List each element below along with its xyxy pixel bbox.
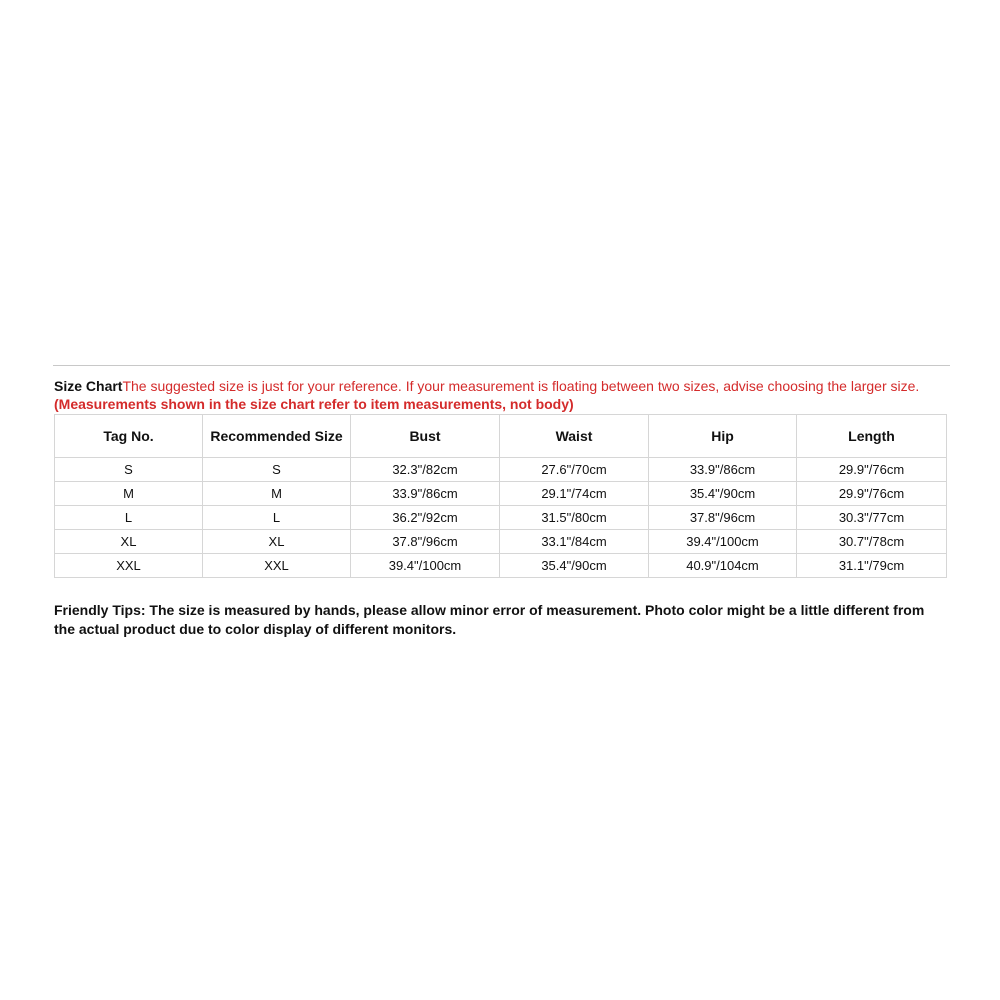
cell-length: 31.1"/79cm [797,554,947,578]
cell-length: 29.9"/76cm [797,458,947,482]
size-chart-title: Size Chart [54,378,123,394]
cell-hip: 40.9"/104cm [649,554,797,578]
size-chart-note: The suggested size is just for your reference. If your measurement is floating between two sizes, advise choosing the larger size. [122,378,920,394]
cell-waist: 27.6"/70cm [500,458,649,482]
cell-tag-no: XXL [55,554,203,578]
cell-hip: 33.9"/86cm [649,458,797,482]
header-tag-no: Tag No. [55,415,203,458]
cell-length: 30.7"/78cm [797,530,947,554]
cell-waist: 35.4"/90cm [500,554,649,578]
cell-recommended-size: XXL [203,554,351,578]
cell-hip: 37.8"/96cm [649,506,797,530]
header-hip: Hip [649,415,797,458]
header-waist: Waist [500,415,649,458]
table-header-row [55,415,947,458]
cell-length: 30.3"/77cm [797,506,947,530]
cell-bust: 39.4"/100cm [351,554,500,578]
top-divider [53,365,950,366]
cell-waist: 33.1"/84cm [500,530,649,554]
table-row [55,458,947,482]
header-length: Length [797,415,947,458]
cell-bust: 33.9"/86cm [351,482,500,506]
size-chart-table [54,414,947,578]
header-bust: Bust [351,415,500,458]
cell-recommended-size: XL [203,530,351,554]
friendly-tips: Friendly Tips: The size is measured by hands, please allow minor error of measurement. Photo color might be a little different from the actual product due to color display of different monitors. [54,602,925,637]
cell-length: 29.9"/76cm [797,482,947,506]
cell-waist: 29.1"/74cm [500,482,649,506]
table-row [55,506,947,530]
cell-recommended-size: L [203,506,351,530]
cell-hip: 39.4"/100cm [649,530,797,554]
header-recommended-size: Recommended Size [203,415,351,458]
cell-recommended-size: M [203,482,351,506]
cell-tag-no: S [55,458,203,482]
cell-bust: 37.8"/96cm [351,530,500,554]
cell-tag-no: M [55,482,203,506]
cell-bust: 36.2"/92cm [351,506,500,530]
cell-tag-no: XL [55,530,203,554]
cell-tag-no: L [55,506,203,530]
size-chart-note-bold: (Measurements shown in the size chart refer to item measurements, not body) [54,396,574,412]
size-chart-intro [54,377,946,413]
cell-hip: 35.4"/90cm [649,482,797,506]
cell-bust: 32.3"/82cm [351,458,500,482]
cell-recommended-size: S [203,458,351,482]
table-row [55,554,947,578]
table-row [55,482,947,506]
cell-waist: 31.5"/80cm [500,506,649,530]
table-row [55,530,947,554]
